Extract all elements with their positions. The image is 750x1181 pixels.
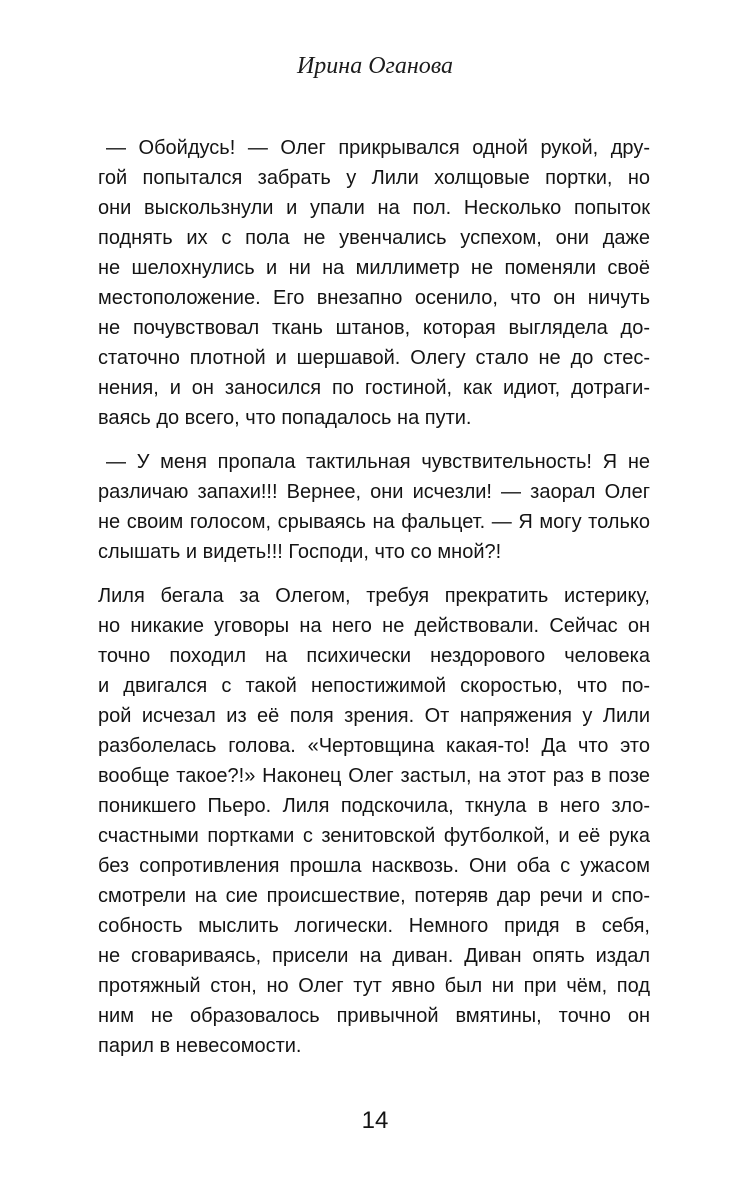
- text-line: Лиля бегала за Олегом, требуя прекратить истерику,: [98, 585, 650, 607]
- text-line: — У меня пропала тактильная чувствительность! Я не: [106, 451, 650, 473]
- text-line: гой попытался забрать у Лили холщовые портки, но: [98, 167, 650, 189]
- text-line: собность мыслить логически. Немного придя в себя,: [98, 915, 650, 937]
- text-line: но никакие уговоры на него не действовали. Сейчас он: [98, 615, 650, 637]
- text-line: смотрели на сие происшествие, потеряв дар речи и спо-: [98, 885, 650, 907]
- text-line: ваясь до всего, что попадалось на пути.: [98, 407, 472, 429]
- text-line: рой исчезал из её поля зрения. От напряжения у Лили: [98, 705, 650, 727]
- text-line: не сговариваясь, присели на диван. Диван опять издал: [98, 945, 650, 967]
- running-head-author: Ирина Оганова: [296, 53, 454, 79]
- text-line: не шелохнулись и ни на миллиметр не поменяли своё: [98, 257, 650, 279]
- text-line: статочно плотной и шершавой. Олегу стало не до стес-: [98, 347, 650, 369]
- text-line: — Обойдусь! — Олег прикрывался одной рукой, дру-: [106, 137, 650, 159]
- text-line: поникшего Пьеро. Лиля подскочила, ткнула в него зло-: [98, 795, 650, 817]
- text-line: протяжный стон, но Олег тут явно был ни при чём, под: [98, 975, 650, 997]
- text-line: вообще такое?!» Наконец Олег застыл, на этот раз в позе: [98, 765, 650, 787]
- paragraph: [98, 133, 650, 433]
- text-line: разболелась голова. «Чертовщина какая-то! Да что это: [98, 735, 650, 757]
- page-number: 14: [361, 1107, 389, 1134]
- text-line: местоположение. Его внезапно осенило, что он ничуть: [98, 287, 650, 309]
- text-line: различаю запахи!!! Вернее, они исчезли! — заорал Олег: [98, 481, 650, 503]
- paragraph: [98, 447, 650, 567]
- body-text-block: [98, 133, 650, 1075]
- text-line: парил в невесомости.: [98, 1035, 302, 1057]
- text-line: точно походил на психически нездорового человека: [98, 645, 650, 667]
- text-line: они выскользнули и упали на пол. Несколько попыток: [98, 197, 650, 219]
- text-line: нения, и он заносился по гостиной, как идиот, дотраги-: [98, 377, 650, 399]
- text-line: счастными портками с зенитовской футболкой, и её рука: [98, 825, 650, 847]
- paragraph: [98, 581, 650, 1061]
- text-line: не своим голосом, срываясь на фальцет. — Я могу только: [98, 511, 650, 533]
- text-line: поднять их с пола не увенчались успехом, они даже: [98, 227, 650, 249]
- text-line: ним не образовалось привычной вмятины, точно он: [98, 1005, 650, 1027]
- text-line: не почувствовал ткань штанов, которая выглядела до-: [98, 317, 650, 339]
- text-line: и двигался с такой непостижимой скоростью, что по-: [98, 675, 650, 697]
- text-line: слышать и видеть!!! Господи, что со мной?!: [98, 541, 502, 563]
- text-line: без сопротивления прошла насквозь. Они оба с ужасом: [98, 855, 650, 877]
